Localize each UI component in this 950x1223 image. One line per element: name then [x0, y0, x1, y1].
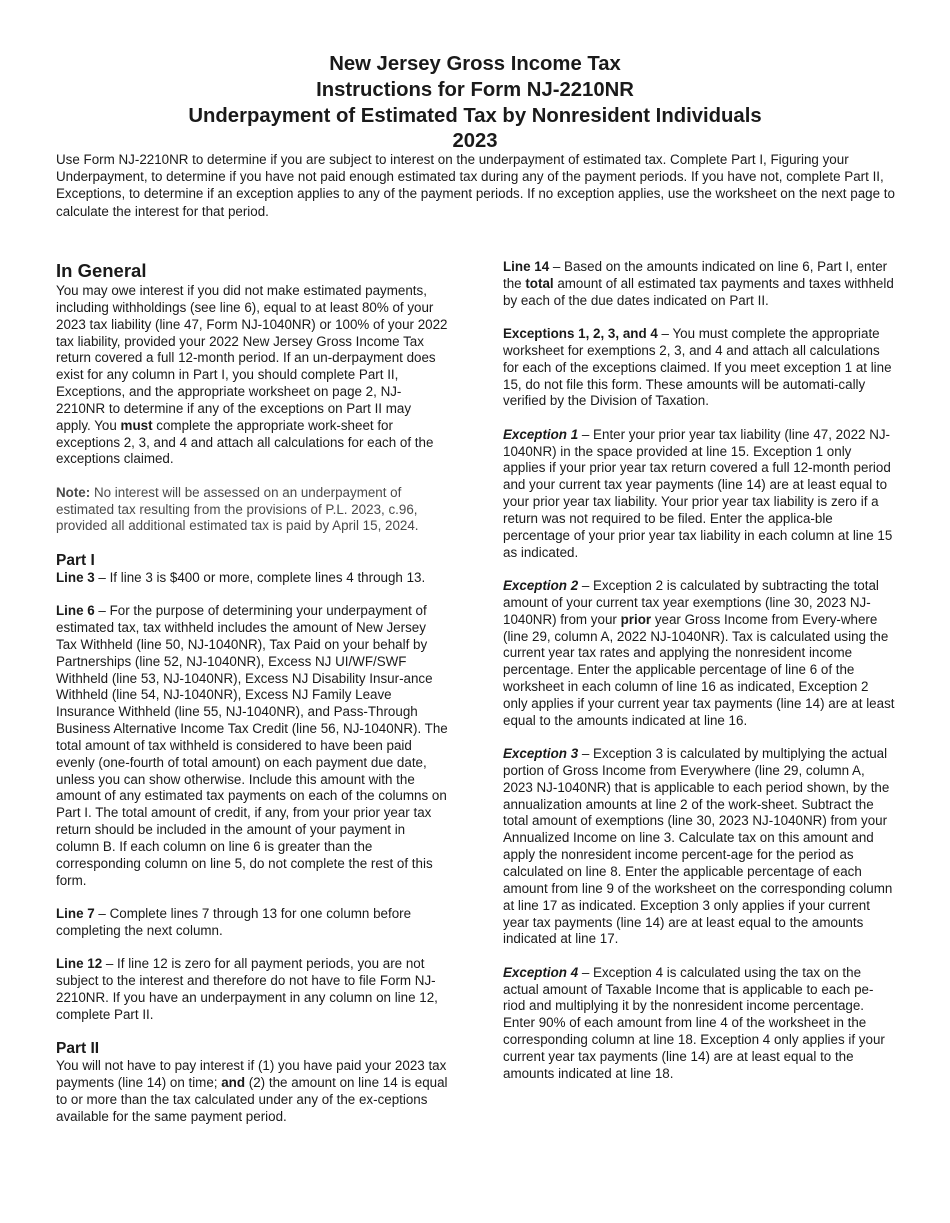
intro-paragraph: Use Form NJ-2210NR to determine if you are subject to interest on the underpayment of estimated tax. Complete Part I, Figuring your Underpayment, to determine if you have not paid enough estimated tax during any of the payment periods. If you have not, complete Part II, Exceptions, to determine if an exception applies to any of the payment periods. If no exception applies, use the worksheet on the next page to calculate the interest for that period.	[56, 152, 895, 219]
exception-4-paragraph: Exception 4 – Exception 4 is calculated using the tax on the actual amount of Taxable Income that is applicable to each pe-riod and multiplying it by the nonresident income percentage. Enter 90% of each amount from line 4 of the worksheet in the corresponding column at line 18. Exception 4 only applies if your current year tax payments (line 14) are at least equal to the amounts indicated at line 18.	[503, 964, 885, 1081]
title-line-1: New Jersey Gross Income Tax	[329, 53, 621, 75]
right-column	[503, 259, 895, 1083]
line-12-paragraph: Line 12 – If line 12 is zero for all payment periods, you are not subject to the interest and therefore do not have to file Form NJ-2210NR. If you have an underpayment in any column on line 12, complete Part II.	[56, 956, 438, 1022]
title-line-3: Underpayment of Estimated Tax by Nonresident Individuals	[188, 104, 762, 127]
title-year: 2023	[452, 130, 498, 153]
in-general-paragraph: You may owe interest if you did not make estimated payments, including withholdings (see line 6), equal to at least 80% of your 2023 tax liability (line 47, Form NJ-1040NR) or 100% of your 2022 tax liability, provided your 2022 New Jersey Gross Income Tax return covered a full 12-month period. If an un-derpayment does exist for any column in Part I, you should complete Part II, Exceptions, and the appropriate worksheet on page 2, NJ-2210NR to determine if any of the exceptions on Part II may apply. You must complete the appropriate work-sheet for exceptions 2, 3, and 4 and attach all calculations for each of the exceptions claimed.	[56, 283, 448, 467]
in-general-heading: In General	[56, 260, 147, 281]
exception-1-paragraph: Exception 1 – Enter your prior year tax liability (line 47, 2022 NJ-1040NR) in the space provided at line 15. Exception 1 only applies if your prior year tax return covered a full 12-month period and your current tax year payments (line 14) are at least equal to your prior year tax liability. Your prior year tax liability is zero if a return was not required to be filed. Enter the applica-ble percentage of your prior year tax liability in each column at line 15 as indicated.	[503, 426, 893, 560]
left-column	[56, 259, 448, 1125]
exception-2-paragraph: Exception 2 – Exception 2 is calculated by subtracting the total amount of your current tax year exemptions (line 30, 2023 NJ-1040NR) from your prior year Gross Income from Every-where (line 29, column A, 2022 NJ-1040NR). Tax is calculated using the current year tax rates and applying the nonresident income percentage. Enter the applicable percentage of line 6 of the worksheet in each column of line 16 as indicated, Exception 2 only applies if your current year tax payments (line 14) are at least equal to the amounts indicated at line 16.	[503, 578, 895, 728]
line-7-paragraph: Line 7 – Complete lines 7 through 13 for one column before completing the next column.	[56, 906, 412, 938]
document-title	[0, 52, 950, 155]
part-2-paragraph: You will not have to pay interest if (1) you have paid your 2023 tax payments (line 14) on time; and (2) the amount on line 14 is equal to or more than the tax calculated under any of the ex-ceptions available for the same payment period.	[56, 1058, 448, 1124]
exception-3-paragraph: Exception 3 – Exception 3 is calculated by multiplying the actual portion of Gross Income from Everywhere (line 29, column A, 2023 NJ-1040NR) that is applicable to each period shown, by the annualization amounts at line 2 of the work-sheet. Subtract the total amount of exemptions (line 30, 2023 NJ-1040NR) from your Annualized Income on line 3. Calculate tax on this amount and apply the nonresident income percent-age for the period as calculated on line 8. Enter the applicable percentage of each amount from line 9 of the worksheet on the corresponding column at line 17 as indicated. Exception 3 only applies if your current year tax payments (line 14) are at least equal to the amounts indicated at line 17.	[503, 746, 893, 947]
title-line-2: Instructions for Form NJ-2210NR	[316, 78, 634, 101]
line-14-paragraph: Line 14 – Based on the amounts indicated on line 6, Part I, enter the total amount of all estimated tax payments and taxes withheld by each of the due dates indicated on Part II.	[503, 259, 894, 308]
exceptions-all-paragraph: Exceptions 1, 2, 3, and 4 – You must complete the appropriate worksheet for exemptions 2, 3, and 4 and attach all calculations for each of the exceptions claimed. If you meet exception 1 at line 15, do not file this form. These amounts will be automati-cally verified by the Division of Taxation.	[503, 326, 892, 409]
part-1-heading: Part I	[56, 551, 95, 569]
note-paragraph: Note: No interest will be assessed on an underpayment of estimated tax resulting from the provisions of P.L. 2023, c.96, provided all additional estimated tax is paid by April 15, 2024.	[56, 484, 419, 534]
line-3-paragraph: Line 3 – If line 3 is $400 or more, complete lines 4 through 13.	[56, 569, 426, 585]
part-2-heading: Part II	[56, 1040, 100, 1058]
line-6-paragraph: Line 6 – For the purpose of determining your underpayment of estimated tax, tax withheld includes the amount of New Jersey Tax Withheld (line 50, NJ-1040NR), Tax Paid on your behalf by Partnerships (line 52, NJ-1040NR), Excess NJ UI/WF/SWF Withheld (line 53, NJ-1040NR), Excess NJ Disability Insur-ance Withheld (line 54, NJ-1040NR), Excess NJ Family Leave Insurance Withheld (line 55, NJ-1040NR), and Pass-Through Business Alternative Income Tax Credit (line 56, NJ-1040NR). The total amount of tax withheld is considered to have been paid evenly (one-fourth of total amount) on each payment due date, unless you can show otherwise. Include this amount with the amount of any estimated tax payments on each of the columns on Part I. The total amount of credit, if any, from your prior year tax return should be included in the amount of your payment in column B. If each column on line 6 is greater than the corresponding column on line 5, do not complete the rest of this form.	[56, 603, 448, 888]
